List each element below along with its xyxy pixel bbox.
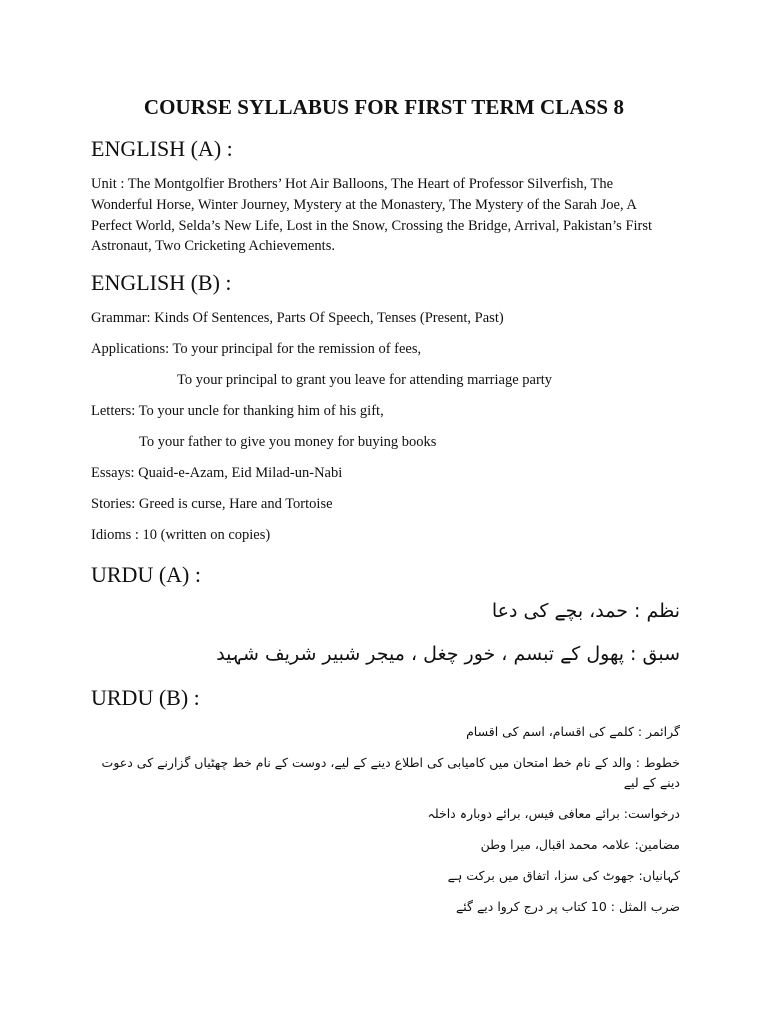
urdu-b-idioms: ضرب المثل : 10 کتاب پر درج کروا دیے گئے	[455, 899, 680, 914]
english-b-idioms: Idioms : 10 (written on copies)	[91, 527, 271, 543]
english-b-grammar: Grammar: Kinds Of Sentences, Parts Of Speech, Tenses (Present, Past)	[91, 310, 504, 326]
urdu-b-application: درخواست: برائے معافی فیس، برائے دوبارہ داخلہ	[427, 806, 680, 821]
english-b-essays: Essays: Quaid-e-Azam, Eid Milad-un-Nabi	[91, 465, 343, 481]
urdu-a-heading: URDU (A) :	[91, 562, 201, 587]
english-b-letters-2: To your father to give you money for buying books	[139, 434, 437, 450]
english-b-applications-1: Applications: To your principal for the remission of fees,	[91, 341, 422, 357]
urdu-b-letters: خطوط : والد کے نام خط امتحان میں کامیابی کی اطلاع دینے کے لیے، دوست کے نام خط چھٹیاں گزارنے کی دعوت دینے کے لیے	[101, 755, 680, 790]
english-a-unit: Unit : The Montgolfier Brothers’ Hot Air Balloons, The Heart of Professor Silverfish, The Wonderful Horse, Winter Journey, Mystery at the Monastery, The Mystery of the Sarah Joe, A Perfect World, Selda’s New Life, Lost in the Snow, Crossing the Bridge, Arrival, Pakistan’s First Astronaut, Two Cricketing Achievements.	[91, 176, 653, 255]
document-title: COURSE SYLLABUS FOR FIRST TERM CLASS 8	[143, 95, 625, 119]
urdu-a-line-1: نظم : حمد، بچے کی دعا	[491, 600, 680, 622]
english-b-heading: ENGLISH (B) :	[91, 270, 232, 295]
urdu-b-heading: URDU (B) :	[91, 685, 200, 710]
english-b-applications-2: To your principal to grant you leave for attending marriage party	[177, 372, 553, 388]
urdu-b-grammar: گرائمر : کلمے کی اقسام، اسم کی اقسام	[466, 724, 680, 739]
english-b-letters-1: Letters: To your uncle for thanking him of his gift,	[91, 403, 384, 419]
english-a-heading: ENGLISH (A) :	[91, 136, 233, 161]
urdu-b-essays: مضامین: علامہ محمد اقبال، میرا وطن	[480, 837, 680, 852]
urdu-a-line-2: سبق : پھول کے تبسم ، خور چغل ، میجر شبیر شریف شہید	[216, 643, 680, 665]
english-b-stories: Stories: Greed is curse, Hare and Tortoise	[91, 496, 333, 512]
urdu-b-stories: کہانیاں: جھوٹ کی سزا، اتفاق میں برکت ہے	[447, 868, 680, 883]
